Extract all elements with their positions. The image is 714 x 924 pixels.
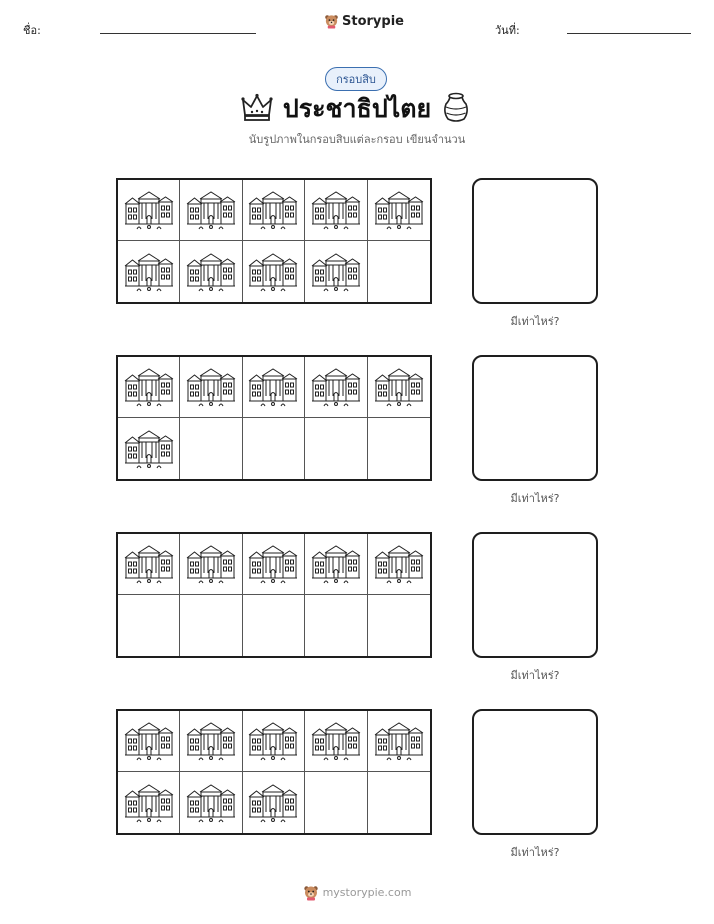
footer-url: mystorypie.com — [322, 886, 412, 899]
cell-filled — [305, 357, 367, 418]
cell-filled — [368, 711, 430, 772]
answer-label-2: มีเท่าไหร่? — [510, 492, 560, 505]
cell-empty — [368, 241, 430, 302]
cell-filled — [180, 772, 242, 833]
cell-filled — [243, 711, 305, 772]
buildings-icon — [186, 721, 236, 761]
answer-label-3: มีเท่าไหร่? — [510, 669, 560, 682]
ten-frame-3 — [116, 532, 432, 658]
cell-filled — [118, 534, 180, 595]
cell-empty — [305, 772, 367, 833]
cell-filled — [305, 711, 367, 772]
buildings-icon — [124, 190, 174, 230]
buildings-icon — [124, 252, 174, 292]
answer-box-1[interactable] — [472, 178, 598, 304]
cell-empty — [180, 418, 242, 479]
buildings-icon — [311, 252, 361, 292]
worksheet-type-badge: กรอบสิบ — [325, 67, 387, 91]
cell-filled — [118, 180, 180, 241]
cell-filled — [180, 180, 242, 241]
buildings-icon — [374, 367, 424, 407]
bear-mascot-icon — [303, 884, 319, 901]
cell-filled — [305, 180, 367, 241]
buildings-icon — [124, 544, 174, 584]
ten-frame-2 — [116, 355, 432, 481]
buildings-icon — [248, 367, 298, 407]
cell-filled — [180, 241, 242, 302]
buildings-icon — [248, 252, 298, 292]
cell-empty — [305, 595, 367, 656]
answer-box-4[interactable] — [472, 709, 598, 835]
buildings-icon — [248, 783, 298, 823]
buildings-icon — [186, 783, 236, 823]
cell-filled — [368, 534, 430, 595]
cell-filled — [180, 357, 242, 418]
cell-filled — [180, 534, 242, 595]
buildings-icon — [186, 252, 236, 292]
buildings-icon — [311, 190, 361, 230]
cell-empty — [368, 418, 430, 479]
buildings-icon — [186, 544, 236, 584]
cell-filled — [118, 357, 180, 418]
buildings-icon — [248, 190, 298, 230]
pot-icon — [441, 92, 471, 124]
footer — [0, 884, 714, 901]
page-title: ประชาธิปไตย — [282, 94, 432, 123]
cell-filled — [118, 241, 180, 302]
buildings-icon — [124, 429, 174, 469]
buildings-icon — [311, 544, 361, 584]
buildings-icon — [374, 544, 424, 584]
date-line[interactable] — [567, 33, 691, 34]
date-label: วันที่: — [495, 24, 520, 37]
cell-filled — [243, 180, 305, 241]
cell-empty — [243, 595, 305, 656]
answer-label-4: มีเท่าไหร่? — [510, 846, 560, 859]
brand-name: Storypie — [342, 13, 404, 29]
cell-filled — [243, 241, 305, 302]
cell-filled — [180, 711, 242, 772]
buildings-icon — [124, 721, 174, 761]
cell-filled — [305, 534, 367, 595]
cell-filled — [118, 418, 180, 479]
cell-filled — [243, 357, 305, 418]
ten-frame-4 — [116, 709, 432, 835]
name-line[interactable] — [100, 33, 256, 34]
buildings-icon — [186, 190, 236, 230]
cell-filled — [118, 711, 180, 772]
cell-filled — [118, 772, 180, 833]
answer-label-1: มีเท่าไหร่? — [510, 315, 560, 328]
instructions: นับรูปภาพในกรอบสิบแต่ละกรอบ เขียนจำนวน — [248, 133, 466, 146]
cell-filled — [243, 534, 305, 595]
buildings-icon — [124, 783, 174, 823]
buildings-icon — [311, 367, 361, 407]
cell-filled — [368, 180, 430, 241]
buildings-icon — [248, 544, 298, 584]
answer-box-2[interactable] — [472, 355, 598, 481]
cell-filled — [305, 241, 367, 302]
cell-empty — [118, 595, 180, 656]
cell-empty — [180, 595, 242, 656]
buildings-icon — [124, 367, 174, 407]
cell-filled — [243, 772, 305, 833]
buildings-icon — [186, 367, 236, 407]
cell-empty — [368, 595, 430, 656]
buildings-icon — [374, 721, 424, 761]
brand-logo — [324, 13, 404, 29]
answer-box-3[interactable] — [472, 532, 598, 658]
bear-mascot-icon — [324, 13, 339, 29]
cell-empty — [368, 772, 430, 833]
cell-empty — [243, 418, 305, 479]
buildings-icon — [248, 721, 298, 761]
buildings-icon — [311, 721, 361, 761]
name-label: ชื่อ: — [23, 24, 41, 37]
buildings-icon — [374, 190, 424, 230]
cell-filled — [368, 357, 430, 418]
cell-empty — [305, 418, 367, 479]
ten-frame-1 — [116, 178, 432, 304]
